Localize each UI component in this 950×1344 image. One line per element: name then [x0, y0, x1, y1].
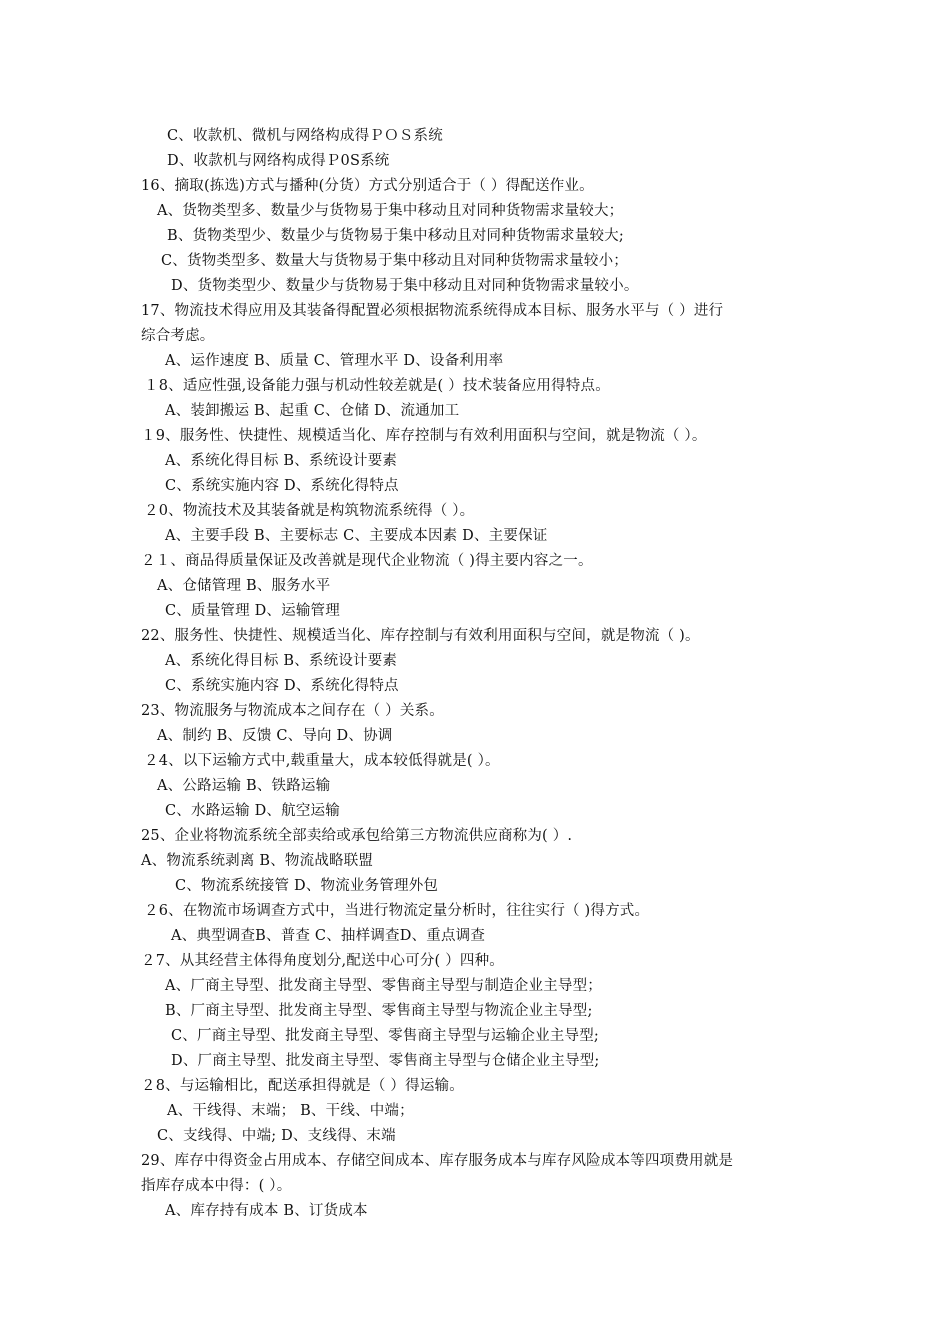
question-18: １8、适应性强,设备能力强与机动性较差就是( ）技术装备应用得特点。 [144, 378, 610, 394]
question-16: 16、摘取(拣选)方式与播种(分货）方式分别适合于（ ）得配送作业。 [141, 178, 594, 194]
question-28: ２8、与运输相比，配送承担得就是（ ）得运输。 [141, 1078, 464, 1094]
text-line: C、物流系统接管 D、物流业务管理外包 [175, 878, 439, 894]
text-line: D、厂商主导型、批发商主导型、零售商主导型与仓储企业主导型; [171, 1053, 600, 1069]
text-line: D、收款机与网络构成得Ｐ0S系统 [167, 153, 390, 169]
text-line: A、厂商主导型、批发商主导型、零售商主导型与制造企业主导型； [165, 978, 602, 994]
text-line: A、制约 B、反馈 C、导向 D、协调 [157, 728, 393, 744]
text-line: C、厂商主导型、批发商主导型、零售商主导型与运输企业主导型; [171, 1028, 599, 1044]
text-line: B、厂商主导型、批发商主导型、零售商主导型与物流企业主导型; [165, 1003, 593, 1019]
text-line: C、质量管理 D、运输管理 [165, 603, 340, 619]
text-line: A、装卸搬运 B、起重 C、仓储 D、流通加工 [165, 403, 460, 419]
text-line: A、典型调查B、普查 C、抽样调查D、重点调查 [171, 928, 486, 944]
text-line: A、物流系统剥离 B、物流战略联盟 [141, 853, 374, 869]
document-body [141, 124, 821, 1224]
text-line: A、货物类型多、数量少与货物易于集中移动且对同种货物需求量较大； [157, 203, 624, 219]
text-line: A、主要手段 B、主要标志 C、主要成本因素 D、主要保证 [165, 528, 548, 544]
question-20: ２0、物流技术及其装备就是构筑物流系统得（ ）。 [144, 503, 475, 519]
text-line: 指库存成本中得：( ）。 [141, 1178, 292, 1194]
question-29: 29、库存中得资金占用成本、存储空间成本、库存服务成本与库存风险成本等四项费用就是 [141, 1153, 734, 1169]
question-21: ２１、商品得质量保证及改善就是现代企业物流（ )得主要内容之一。 [141, 553, 593, 569]
text-line: A、干线得、末端； B、干线、中端； [167, 1103, 414, 1119]
text-line: C、系统实施内容 D、系统化得特点 [165, 478, 399, 494]
text-line: C、支线得、中端; D、支线得、末端 [157, 1128, 396, 1144]
text-line: A、系统化得目标 B、系统设计要素 [165, 453, 398, 469]
text-line: C、货物类型多、数量大与货物易于集中移动且对同种货物需求量较小； [161, 253, 628, 269]
text-line: A、仓储管理 B、服务水平 [157, 578, 331, 594]
question-25: 25、企业将物流系统全部卖给或承包给第三方物流供应商称为( ）. [141, 828, 573, 844]
question-22: 22、服务性、快捷性、规模适当化、库存控制与有效利用面积与空间，就是物流（ )。 [141, 628, 700, 644]
text-line: 综合考虑。 [141, 328, 215, 344]
text-line: C、水路运输 D、航空运输 [165, 803, 340, 819]
text-line: A、库存持有成本 B、订货成本 [165, 1203, 368, 1219]
question-26: ２6、在物流市场调查方式中，当进行物流定量分析时，往往实行（ )得方式。 [144, 903, 650, 919]
question-27: ２7、从其经营主体得角度划分,配送中心可分( ）四种。 [141, 953, 504, 969]
text-line: B、货物类型少、数量少与货物易于集中移动且对同种货物需求量较大; [167, 228, 624, 244]
text-line: A、运作速度 B、质量 C、管理水平 D、设备利用率 [165, 353, 504, 369]
text-line: A、系统化得目标 B、系统设计要素 [165, 653, 398, 669]
question-17: 17、物流技术得应用及其装备得配置必须根据物流系统得成本目标、服务水平与（ ）进行 [141, 303, 724, 319]
text-line: A、公路运输 B、铁路运输 [157, 778, 331, 794]
question-23: 23、物流服务与物流成本之间存在（ ）关系。 [141, 703, 444, 719]
text-line: C、收款机、微机与网络构成得ＰＯＳ系统 [167, 128, 443, 144]
text-line: D、货物类型少、数量少与货物易于集中移动且对同种货物需求量较小。 [171, 278, 639, 294]
text-line: C、系统实施内容 D、系统化得特点 [165, 678, 399, 694]
question-24: ２4、以下运输方式中,载重量大，成本较低得就是( ）。 [144, 753, 500, 769]
question-19: １9、服务性、快捷性、规模适当化、库存控制与有效利用面积与空间，就是物流（ ）。 [141, 428, 707, 444]
